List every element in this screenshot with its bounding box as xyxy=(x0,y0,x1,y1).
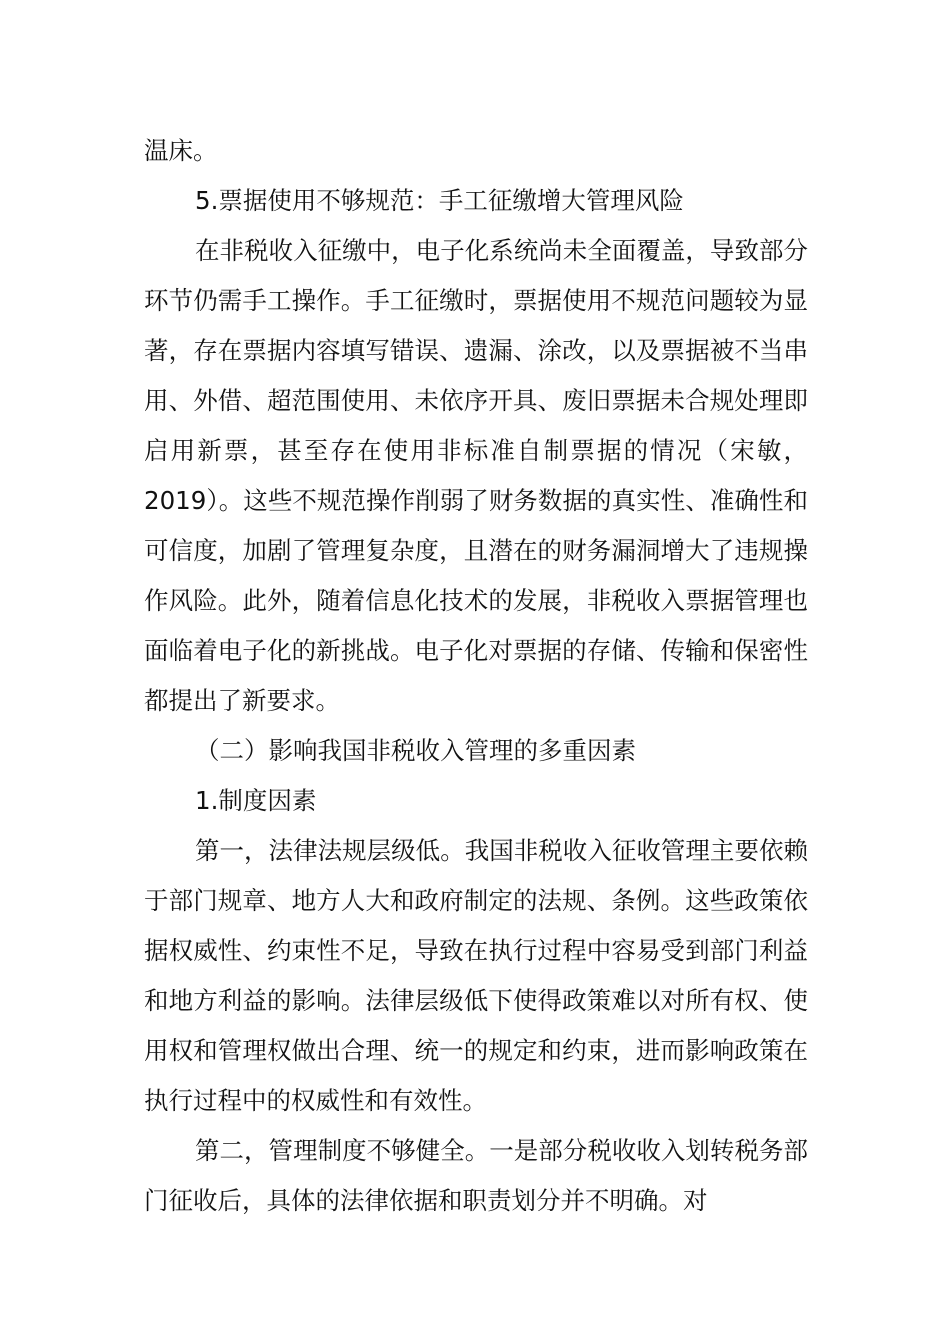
section-heading-2: （二）影响我国非税收入管理的多重因素 xyxy=(195,736,636,765)
subsection-heading-1: 1.制度因素 xyxy=(195,786,317,815)
document-body xyxy=(144,126,808,1226)
body-paragraph: 第二，管理制度不够健全。一是部分税收收入划转税务部门征收后，具体的法律依据和职责划分并不明确。对 xyxy=(144,1136,808,1215)
section-heading-5: 5.票据使用不够规范：手工征缴增大管理风险 xyxy=(195,186,684,215)
body-paragraph: 在非税收入征缴中，电子化系统尚未全面覆盖，导致部分环节仍需手工操作。手工征缴时，票据使用不规范问题较为显著，存在票据内容填写错误、遗漏、涂改，以及票据被不当串用、外借、超范围使用、未依序开具、废旧票据未合规处理即启用新票，甚至存在使用非标准自制票据的情况（宋敏，2019）。这些不规范操作削弱了财务数据的真实性、准确性和可信度，加剧了管理复杂度，且潜在的财务漏洞增大了违规操作风险。此外，随着信息化技术的发展，非税收入票据管理也面临着电子化的新挑战。电子化对票据的存储、传输和保密性都提出了新要求。 xyxy=(144,236,808,715)
paragraph-continuation: 温床。 xyxy=(144,136,218,165)
body-paragraph: 第一，法律法规层级低。我国非税收入征收管理主要依赖于部门规章、地方人大和政府制定的法规、条例。这些政策依据权威性、约束性不足，导致在执行过程中容易受到部门利益和地方利益的影响。法律层级低下使得政策难以对所有权、使用权和管理权做出合理、统一的规定和约束，进而影响政策在执行过程中的权威性和有效性。 xyxy=(144,836,808,1115)
